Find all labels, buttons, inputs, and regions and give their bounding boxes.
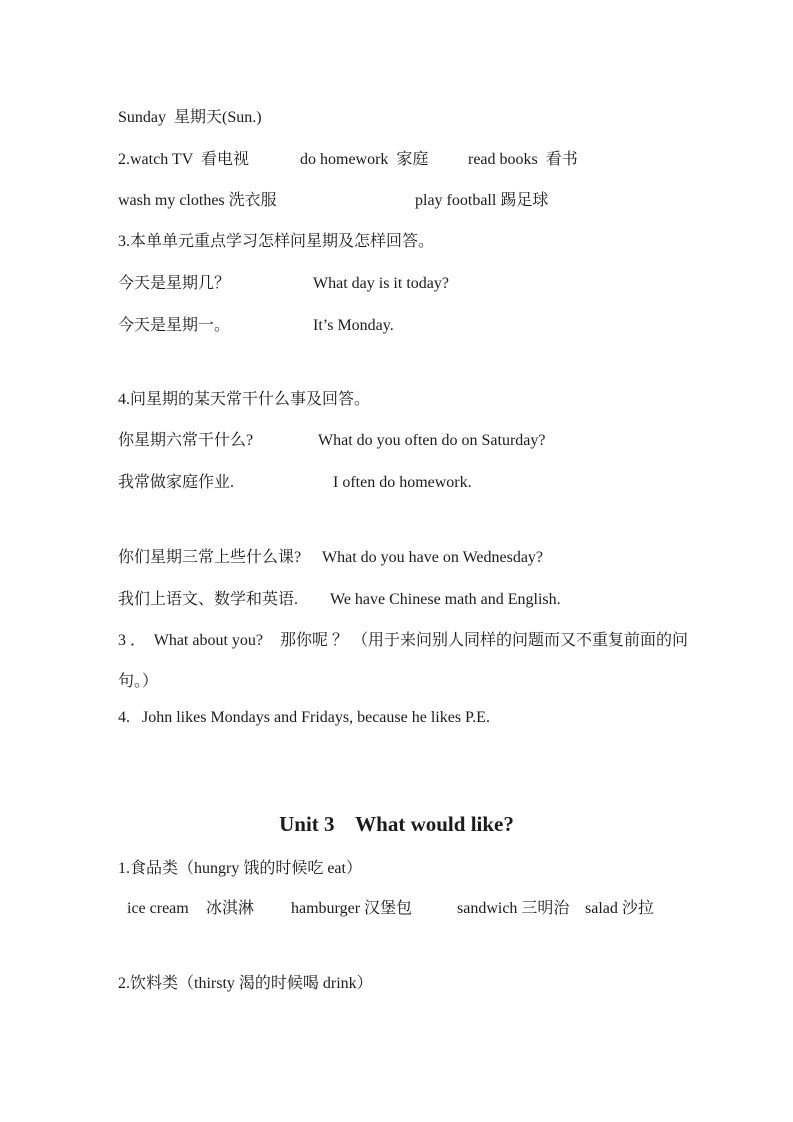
vocab-play-football: play football 踢足球	[415, 192, 549, 209]
food-ice-cream-cn: 冰淇淋	[206, 900, 255, 917]
qa-monday-en: It’s Monday.	[313, 317, 394, 334]
qa-homework-cn: 我常做家庭作业.	[118, 474, 235, 491]
food-ice-cream-en: ice cream	[127, 900, 189, 917]
point3-heading: 3.本单单元重点学习怎样问星期及怎样回答。	[118, 233, 435, 250]
note-what-about-you-cn: 那你呢 ？	[280, 632, 349, 649]
note-what-about-you-explain1: （用于来问别人同样的问题而又不重复前面的问	[352, 632, 689, 649]
vocab-watch-tv: 2.watch TV 看电视	[118, 151, 249, 168]
qa-what-day-cn: 今天是星期几？	[118, 275, 231, 292]
qa-wednesday-cn: 你们星期三常上些什么课?	[118, 549, 302, 566]
qa-what-day-en: What day is it today?	[313, 275, 449, 292]
qa-subjects-en: We have Chinese math and English.	[330, 591, 561, 608]
qa-saturday-cn: 你星期六常干什么?	[118, 432, 254, 449]
drink-category-heading: 2.饮料类（thirsty 渴的时候喝 drink）	[118, 975, 373, 992]
food-sandwich: sandwich 三明治	[457, 900, 570, 917]
qa-subjects-cn: 我们上语文、数学和英语.	[118, 591, 299, 608]
food-hamburger: hamburger 汉堡包	[291, 900, 413, 917]
vocab-do-homework: do homework 家庭	[300, 151, 429, 168]
food-salad: salad 沙拉	[585, 900, 654, 917]
qa-homework-en: I often do homework.	[333, 474, 472, 491]
vocab-read-books: read books 看书	[468, 151, 578, 168]
note-what-about-you-lead: 3 ． What about you?	[118, 632, 264, 649]
qa-saturday-en: What do you often do on Saturday?	[318, 432, 546, 449]
vocab-sunday: Sunday 星期天(Sun.)	[118, 109, 262, 126]
note-what-about-you-explain2: 句。）	[118, 673, 159, 690]
note-john: 4. John likes Mondays and Fridays, because he likes P.E.	[118, 709, 490, 726]
vocab-wash-clothes: wash my clothes 洗衣服	[118, 192, 277, 209]
food-category-heading: 1.食品类（hungry 饿的时候吃 eat）	[118, 860, 362, 877]
qa-monday-cn: 今天是星期一。	[118, 317, 231, 334]
qa-wednesday-en: What do you have on Wednesday?	[322, 549, 544, 566]
unit3-heading: Unit 3 What would like?	[279, 812, 514, 836]
point4-heading: 4.问星期的某天常干什么事及回答。	[118, 391, 371, 408]
